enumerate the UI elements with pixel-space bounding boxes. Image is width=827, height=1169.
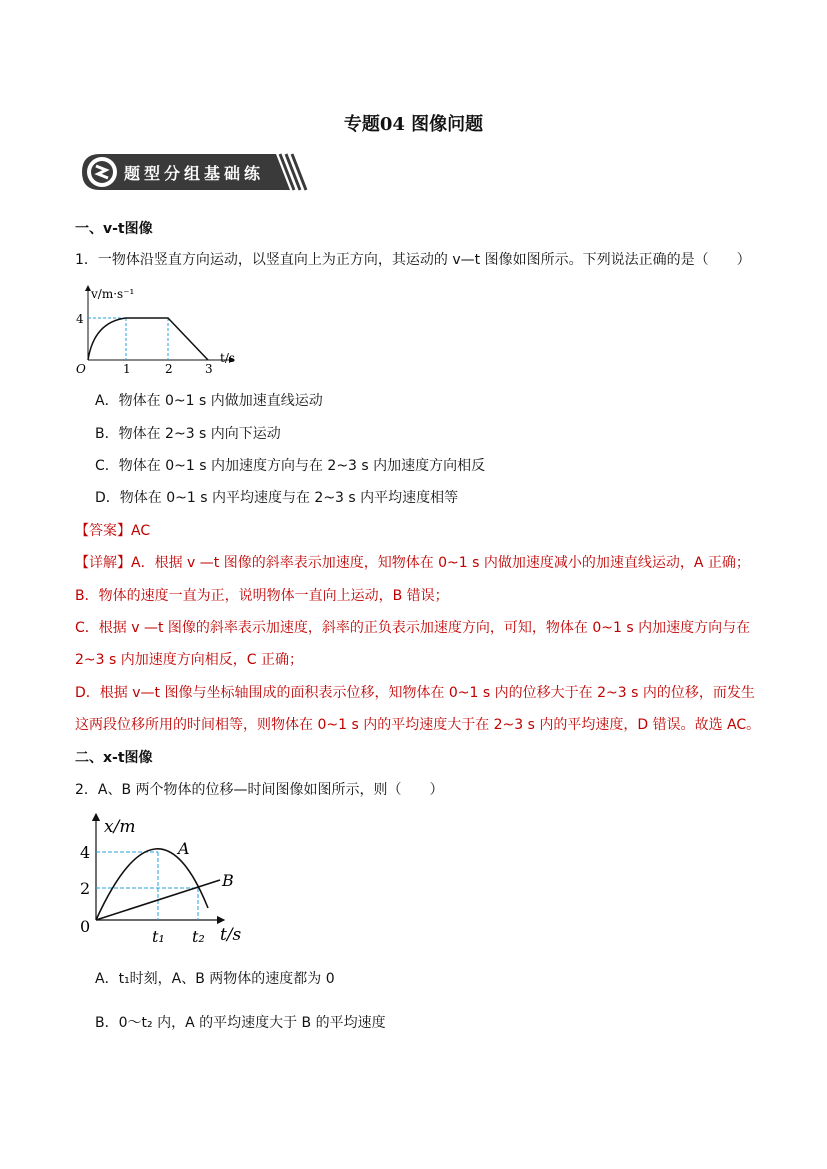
q1-detail-line-2: B．物体的速度一直为正，说明物体一直向上运动，B 错误； [75,588,449,604]
xt-xlabel: t/s [220,925,242,945]
q1-option-b: B．物体在 2~3 s 内向下运动 [95,426,281,442]
vt-curve [88,318,208,360]
section-heading-vt: 一、v-t图像 [75,221,153,237]
xt-origin: 0 [80,917,91,936]
xt-xtick-t1: t₁ [152,927,165,946]
xt-label-a: A [178,839,190,858]
question-2-stem: 2．A、B 两个物体的位移—时间图像如图所示，则（ ） [75,782,444,798]
vt-xtick-3: 3 [205,362,213,376]
q2-option-b: B．0～t₂ 内，A 的平均速度大于 B 的平均速度 [95,1015,386,1031]
q1-detail-line-4: 2~3 s 内加速度方向相反，C 正确； [75,652,303,668]
q1-detail-line-3: C．根据 v —t 图像的斜率表示加速度，斜率的正负表示加速度方向，可知，物体在 0~1 s 内加速度方向与在 [75,620,751,636]
xt-ytick-4: 4 [80,843,91,862]
vt-origin: O [76,362,86,376]
banner-text: 题型分组基础练 [124,164,265,183]
q1-detail-line-5: D．根据 v—t 图像与坐标轴围成的面积表示位移，知物体在 0~1 s 内的位移大于在 2~3 s 内的位移，而发生 [75,685,755,701]
vt-ylabel: v/m·s⁻¹ [91,287,135,301]
xt-label-b: B [222,871,234,890]
xt-ytick-2: 2 [80,879,91,898]
q1-option-d: D．物体在 0~1 s 内平均速度与在 2~3 s 内平均速度相等 [95,490,459,506]
q2-option-a: A．t₁时刻，A、B 两物体的速度都为 0 [95,971,335,987]
q1-detail-line-6: 这两段位移所用的时间相等，则物体在 0~1 s 内的平均速度大于在 2~3 s 内的平均速度，D 错误。故选 AC。 [75,717,761,733]
page-title: 专题04 图像问题 [343,114,484,135]
section-heading-xt: 二、x-t图像 [75,750,153,766]
question-1-stem: 1．一物体沿竖直方向运动，以竖直向上为正方向，其运动的 v—t 图像如图所示。下列说法正确的是（ ） [75,252,751,268]
q1-option-c: C．物体在 0~1 s 内加速度方向与在 2~3 s 内加速度方向相反 [95,458,486,474]
vt-graph [74,282,244,377]
xt-ylabel: x/m [104,817,136,837]
vt-ytick-4: 4 [76,312,84,326]
q1-answer: 【答案】AC [75,523,151,539]
vt-xlabel: t/s [220,351,236,365]
q1-detail-line-1: 【详解】A．根据 v —t 图像的斜率表示加速度，知物体在 0~1 s 内做加速度减小的加速直线运动，A 正确； [75,555,750,571]
vt-xtick-1: 1 [123,362,131,376]
q1-option-a: A．物体在 0~1 s 内做加速直线运动 [95,393,323,409]
xt-curve-a [96,849,208,920]
vt-xtick-2: 2 [165,362,173,376]
xt-graph [74,810,254,950]
xt-xtick-t2: t₂ [192,927,205,946]
